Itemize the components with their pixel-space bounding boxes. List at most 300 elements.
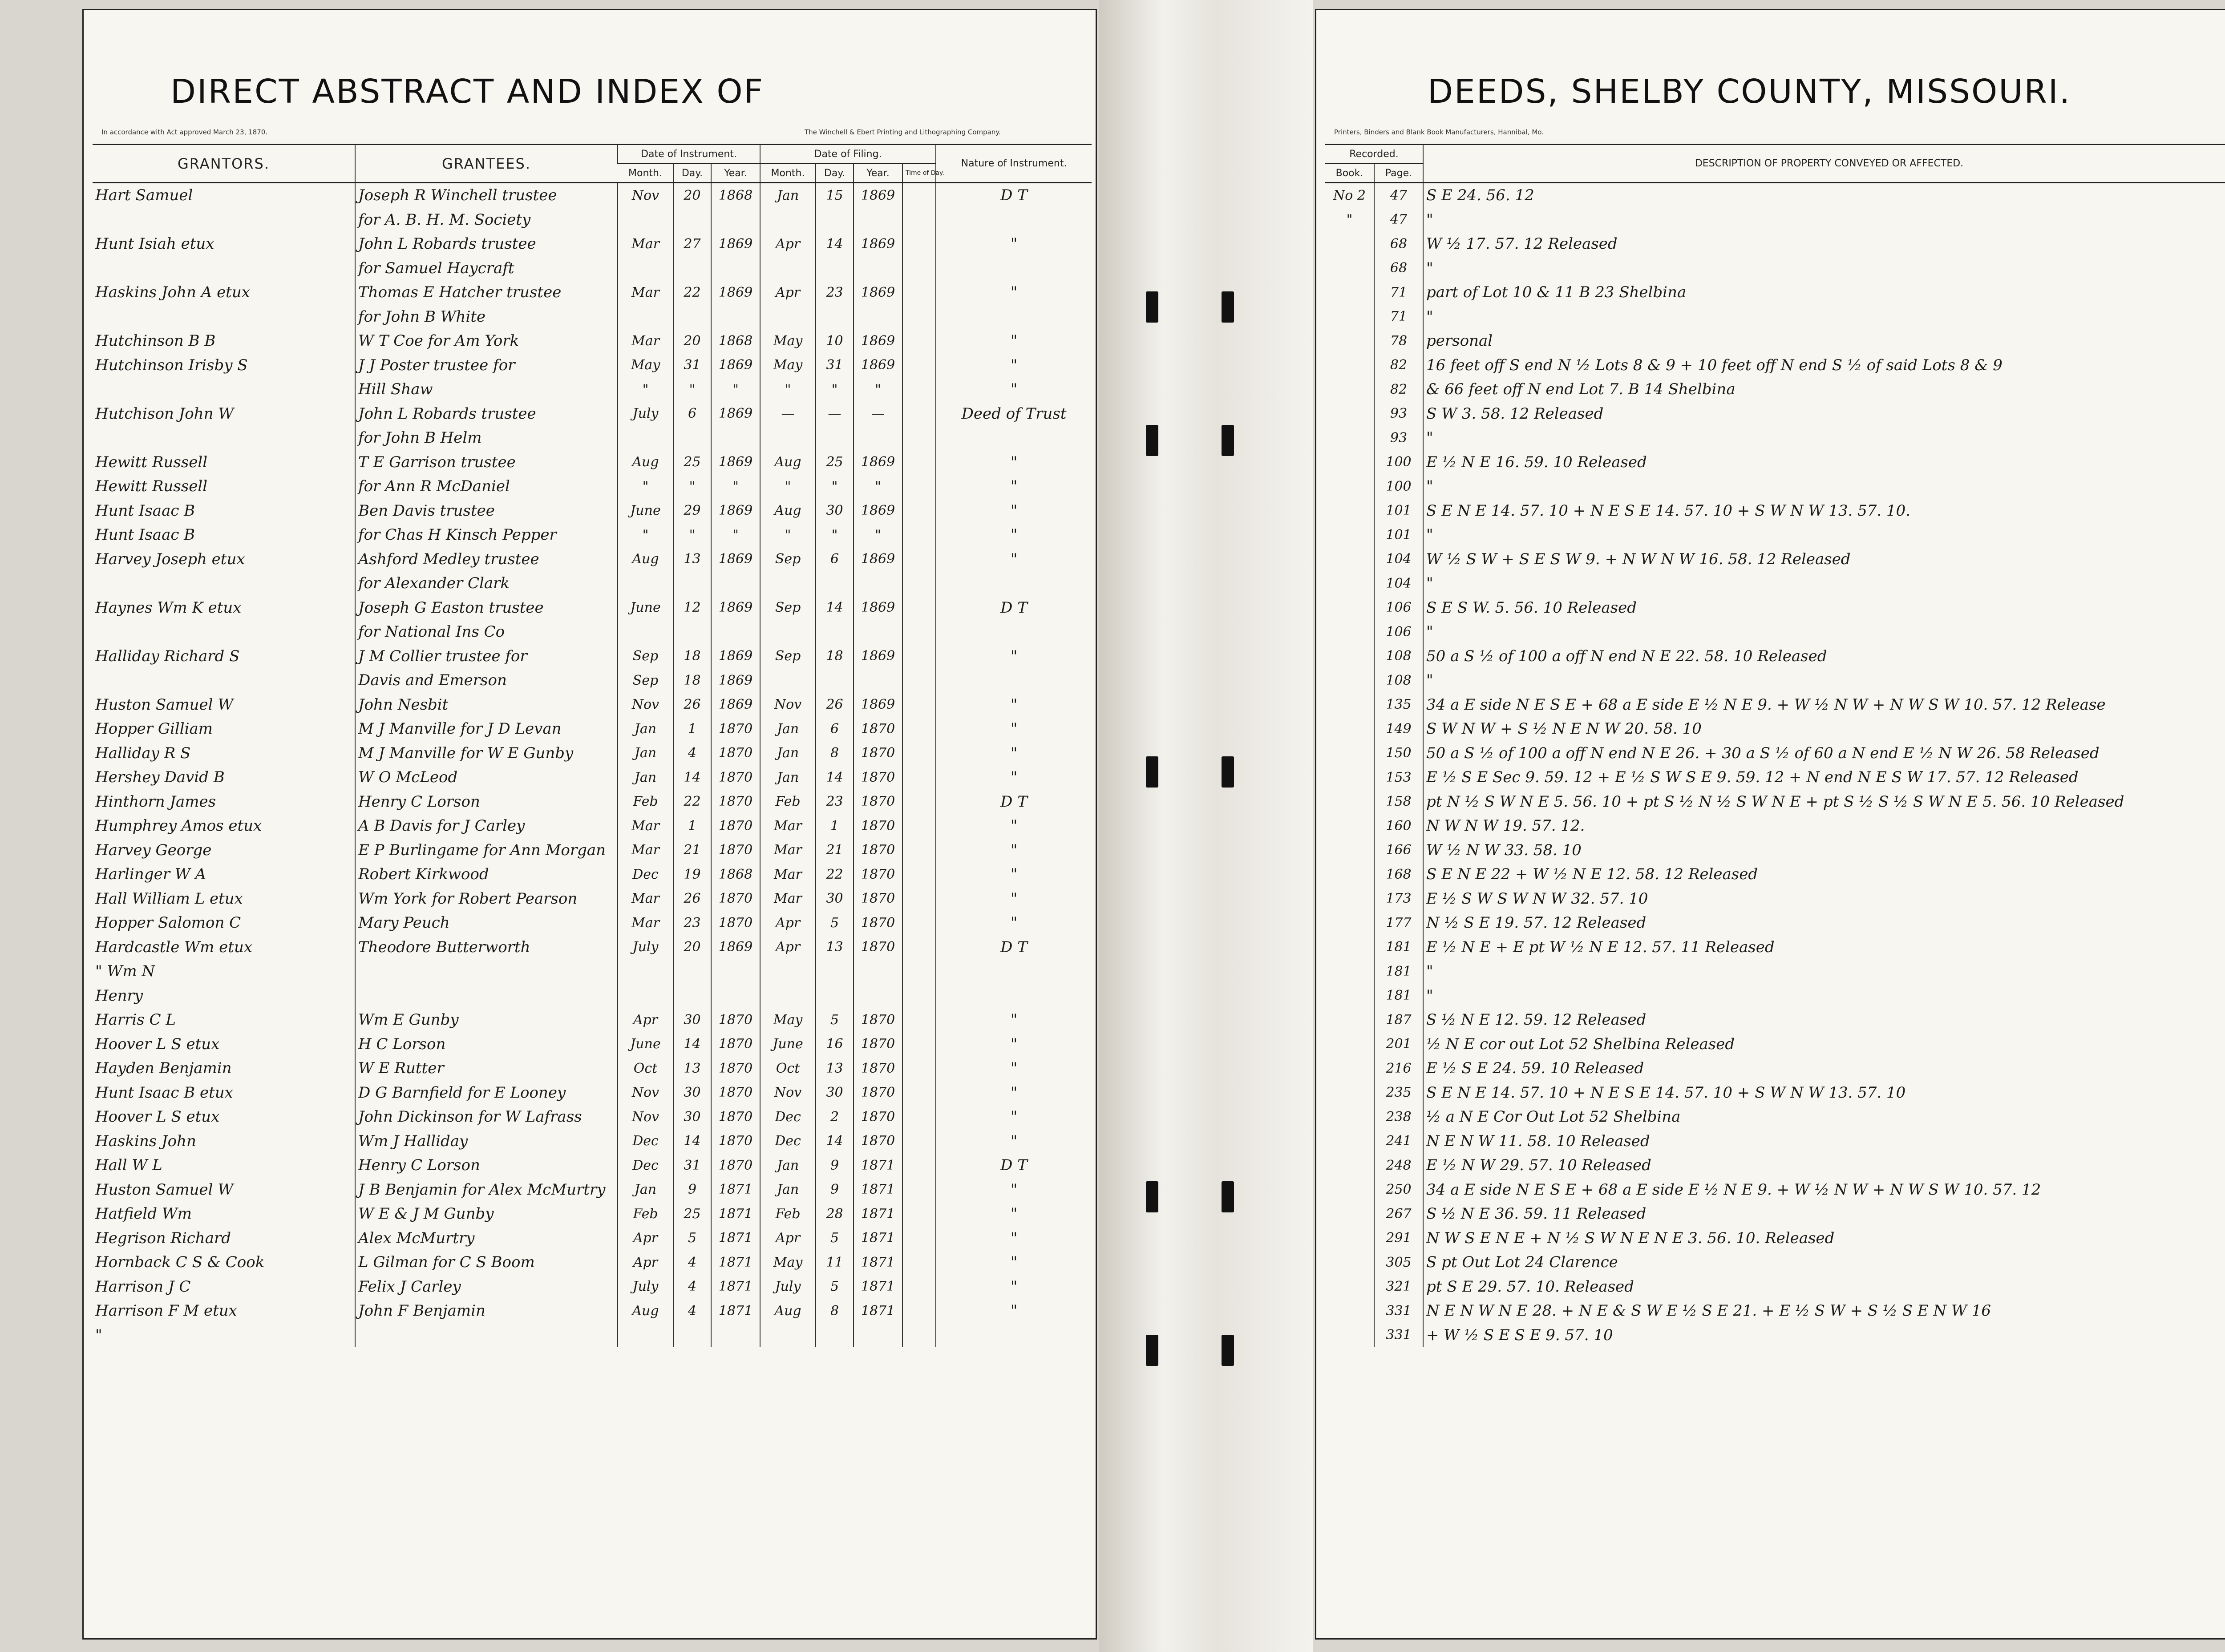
page-cell: 241: [1374, 1129, 1423, 1154]
table-row: [1325, 1323, 2225, 1348]
instrument-day-cell: 20: [673, 935, 711, 960]
instrument-day-cell: [673, 984, 711, 1008]
description-cell: S pt Out Lot 24 Clarence: [1423, 1250, 2225, 1275]
grantor-cell: [93, 208, 355, 232]
book-cell: [1325, 717, 1374, 741]
instrument-month-cell: Feb: [618, 1202, 673, 1226]
filing-month-cell: Nov: [760, 693, 816, 717]
nature-cell: ": [936, 1008, 1092, 1032]
table-row: [93, 717, 1092, 741]
grantor-cell: Haynes Wm K etux: [95, 598, 242, 617]
table-row: [1325, 232, 2225, 256]
filing-month-cell: Oct: [760, 1056, 816, 1081]
printer-note: The Winchell & Ebert Printing and Lithographing Company.: [805, 128, 1001, 136]
page-cell: 235: [1374, 1081, 1423, 1105]
filing-month-cell: May: [760, 329, 816, 353]
description-cell: ": [1423, 523, 2225, 547]
filing-year-cell: 1869: [854, 693, 902, 717]
filing-year-cell: [854, 571, 902, 596]
nature-cell: D T: [936, 935, 1092, 960]
table-row: [93, 862, 1092, 887]
time-of-day-cell: [902, 814, 936, 838]
filing-year-cell: 1870: [854, 1105, 902, 1129]
filing-day-cell: [816, 256, 854, 281]
filing-day-header: Day.: [816, 164, 854, 183]
description-cell: N E N W N E 28. + N E & S W E ½ S E 21. + E ½ S W + S ½ S E N W 16: [1423, 1299, 2225, 1323]
table-row: [93, 838, 1092, 863]
instrument-month-cell: [618, 208, 673, 232]
nature-cell: D T: [936, 183, 1092, 208]
page-cell: 108: [1374, 644, 1423, 669]
table-row: [93, 426, 1092, 450]
nature-cell: [936, 959, 1092, 984]
time-of-day-cell: [902, 208, 936, 232]
grantor-cell: Hunt Isaac B: [95, 526, 195, 544]
table-row: [1325, 1032, 2225, 1057]
time-of-day-cell: [902, 1250, 936, 1275]
table-row: [93, 571, 1092, 596]
instrument-year-cell: 1869: [711, 280, 760, 305]
filing-month-cell: Jan: [760, 183, 816, 208]
description-cell: S ½ N E 12. 59. 12 Released: [1423, 1008, 2225, 1032]
instrument-day-cell: 4: [673, 1250, 711, 1275]
filing-year-cell: 1871: [854, 1153, 902, 1178]
filing-month-cell: [760, 668, 816, 693]
instrument-year-cell: 1869: [711, 402, 760, 426]
filing-year-cell: [854, 984, 902, 1008]
filing-day-cell: [816, 1323, 854, 1348]
time-of-day-cell: [902, 280, 936, 305]
nature-cell: ": [936, 499, 1092, 523]
time-of-day-cell: [902, 1202, 936, 1226]
table-row: [1325, 838, 2225, 863]
grantee-cell: for John B Helm: [355, 426, 618, 450]
right-page-title: DEEDS, SHELBY COUNTY, MISSOURI.: [1428, 73, 2071, 111]
time-of-day-cell: [902, 499, 936, 523]
table-row: [1325, 1299, 2225, 1323]
description-cell: 34 a E side N E S E + 68 a E side E ½ N E 9. + W ½ N W + N W S W 10. 57. 12: [1423, 1178, 2225, 1202]
filing-month-cell: May: [760, 353, 816, 378]
description-cell: N E N W 11. 58. 10 Released: [1423, 1129, 2225, 1154]
grantee-cell: L Gilman for C S Boom: [355, 1250, 618, 1275]
page-cell: 104: [1374, 571, 1423, 596]
table-row: [1325, 377, 2225, 402]
page-cell: 187: [1374, 1008, 1423, 1032]
table-row: [93, 984, 1092, 1008]
nature-cell: ": [936, 814, 1092, 838]
nature-cell: ": [936, 1081, 1092, 1105]
grantor-cell: [93, 668, 355, 693]
table-row: [1325, 668, 2225, 693]
time-of-day-cell: [902, 620, 936, 644]
grantor-cell: Henry: [95, 986, 143, 1005]
page-cell: 106: [1374, 596, 1423, 620]
page-cell: 291: [1374, 1226, 1423, 1251]
description-cell: ": [1423, 208, 2225, 232]
filing-year-cell: 1870: [854, 765, 902, 790]
time-of-day-cell: [902, 450, 936, 475]
instrument-month-cell: Apr: [618, 1250, 673, 1275]
time-of-day-cell: [902, 790, 936, 814]
table-row: [93, 474, 1092, 499]
time-of-day-cell: [902, 402, 936, 426]
filing-month-header: Month.: [760, 164, 816, 183]
description-cell: 50 a S ½ of 100 a off N end N E 22. 58. 10 Released: [1423, 644, 2225, 669]
description-cell: S ½ N E 36. 59. 11 Released: [1423, 1202, 2225, 1226]
description-cell: pt S E 29. 57. 10. Released: [1423, 1275, 2225, 1299]
grantee-cell: D G Barnfield for E Looney: [355, 1081, 618, 1105]
nature-cell: ": [936, 474, 1092, 499]
filing-day-cell: 28: [816, 1202, 854, 1226]
filing-day-cell: ": [816, 474, 854, 499]
book-cell: [1325, 329, 1374, 353]
time-of-day-cell: [902, 717, 936, 741]
filing-day-cell: 26: [816, 693, 854, 717]
instrument-month-cell: July: [618, 1275, 673, 1299]
table-row: [1325, 1105, 2225, 1129]
filing-month-cell: Apr: [760, 232, 816, 256]
grantor-cell: Hatfield Wm: [95, 1205, 192, 1223]
book-cell: [1325, 571, 1374, 596]
nature-cell: Deed of Trust: [936, 402, 1092, 426]
instrument-year-cell: 1870: [711, 790, 760, 814]
instrument-year-cell: 1870: [711, 838, 760, 863]
instrument-month-cell: [618, 959, 673, 984]
time-of-day-cell: [902, 523, 936, 547]
instrument-month-cell: [618, 305, 673, 329]
grantee-cell: W T Coe for Am York: [355, 329, 618, 353]
instrument-day-cell: 9: [673, 1178, 711, 1202]
instrument-day-cell: 31: [673, 1153, 711, 1178]
book-cell: [1325, 1275, 1374, 1299]
nature-cell: ": [936, 1226, 1092, 1251]
instrument-year-cell: [711, 208, 760, 232]
page-cell: 331: [1374, 1299, 1423, 1323]
filing-year-cell: 1869: [854, 329, 902, 353]
table-row: [1325, 1250, 2225, 1275]
table-row: [1325, 402, 2225, 426]
instrument-year-cell: 1870: [711, 887, 760, 911]
nature-cell: ": [936, 1250, 1092, 1275]
table-row: [93, 353, 1092, 378]
filing-year-cell: 1870: [854, 1081, 902, 1105]
instrument-month-cell: Apr: [618, 1226, 673, 1251]
table-row: [93, 256, 1092, 281]
header-row-top: [93, 145, 1092, 164]
grantee-cell: Wm E Gunby: [355, 1008, 618, 1032]
grantor-cell: Hall William L etux: [95, 889, 243, 908]
instrument-day-cell: 18: [673, 668, 711, 693]
grantee-cell: W E Rutter: [355, 1056, 618, 1081]
table-row: [93, 450, 1092, 475]
nature-cell: ": [936, 377, 1092, 402]
filing-day-cell: 8: [816, 741, 854, 766]
instrument-month-cell: [618, 426, 673, 450]
page-cell: 153: [1374, 765, 1423, 790]
filing-day-cell: 14: [816, 232, 854, 256]
table-row: [93, 959, 1092, 984]
page-cell: 78: [1374, 329, 1423, 353]
filing-year-cell: 1870: [854, 717, 902, 741]
grantor-cell: Hall W L: [95, 1156, 162, 1175]
nature-cell: ": [936, 1105, 1092, 1129]
book-cell: [1325, 1178, 1374, 1202]
table-row: [93, 644, 1092, 669]
grantee-cell: Felix J Carley: [355, 1275, 618, 1299]
table-row: [1325, 1129, 2225, 1154]
grantee-cell: for Alexander Clark: [355, 571, 618, 596]
filing-month-cell: Jan: [760, 717, 816, 741]
instrument-day-cell: 31: [673, 353, 711, 378]
instrument-year-cell: 1871: [711, 1178, 760, 1202]
grantors-header: GRANTORS.: [93, 145, 355, 183]
nature-cell: ": [936, 765, 1092, 790]
instrument-day-cell: 4: [673, 741, 711, 766]
book-cell: [1325, 1081, 1374, 1105]
grantee-cell: Joseph G Easton trustee: [355, 596, 618, 620]
description-cell: pt N ½ S W N E 5. 56. 10 + pt S ½ N ½ S W N E + pt S ½ S ½ S W N E 5. 56. 10 Released: [1423, 790, 2225, 814]
table-row: [1325, 814, 2225, 838]
nature-cell: ": [936, 1129, 1092, 1154]
grantor-cell: Hornback C S & Cook: [95, 1253, 265, 1272]
instrument-year-cell: [711, 959, 760, 984]
filing-day-cell: 16: [816, 1032, 854, 1057]
filing-month-cell: Mar: [760, 838, 816, 863]
filing-year-cell: [854, 208, 902, 232]
grantor-cell: Hunt Isaac B: [95, 501, 195, 520]
table-row: [1325, 523, 2225, 547]
filing-day-cell: 1: [816, 814, 854, 838]
binding-hole: [1222, 1181, 1234, 1212]
grantor-cell: Hinthorn James: [95, 792, 216, 811]
instrument-day-cell: 19: [673, 862, 711, 887]
nature-cell: ": [936, 644, 1092, 669]
instrument-day-cell: 26: [673, 887, 711, 911]
grantor-cell: Harrison J C: [95, 1277, 191, 1296]
filing-month-cell: Sep: [760, 644, 816, 669]
instrument-year-cell: 1870: [711, 1008, 760, 1032]
book-cell: [1325, 596, 1374, 620]
filing-day-cell: 30: [816, 499, 854, 523]
grantor-rows: [93, 183, 1092, 1348]
instrument-month-cell: Dec: [618, 862, 673, 887]
description-cell: 50 a S ½ of 100 a off N end N E 26. + 30 a S ½ of 60 a N end E ½ N W 26. 58 Released: [1423, 741, 2225, 766]
filing-month-cell: Dec: [760, 1129, 816, 1154]
table-row: [1325, 790, 2225, 814]
table-row: [93, 620, 1092, 644]
page-cell: 101: [1374, 523, 1423, 547]
book-cell: [1325, 838, 1374, 863]
description-cell: ": [1423, 668, 2225, 693]
book-cell: [1325, 305, 1374, 329]
instrument-year-cell: [711, 571, 760, 596]
grantee-cell: John Dickinson for W Lafrass: [355, 1105, 618, 1129]
filing-month-cell: Apr: [760, 935, 816, 960]
grantor-cell: " Wm N: [95, 962, 155, 981]
filing-month-cell: Sep: [760, 596, 816, 620]
recorded-header: Recorded.: [1325, 145, 1423, 164]
description-cell: ": [1423, 256, 2225, 281]
table-row: [1325, 256, 2225, 281]
filing-month-cell: Jan: [760, 765, 816, 790]
instrument-month-cell: June: [618, 1032, 673, 1057]
description-cell: & 66 feet off N end Lot 7. B 14 Shelbina: [1423, 377, 2225, 402]
filing-day-cell: 18: [816, 644, 854, 669]
filing-day-cell: 9: [816, 1178, 854, 1202]
description-cell: 16 feet off S end N ½ Lots 8 & 9 + 10 feet off N end S ½ of said Lots 8 & 9: [1423, 353, 2225, 378]
time-of-day-cell: [902, 1178, 936, 1202]
instrument-month-cell: Nov: [618, 1105, 673, 1129]
table-row: [1325, 499, 2225, 523]
grantee-cell: J B Benjamin for Alex McMurtry: [355, 1178, 618, 1202]
book-cell: [1325, 426, 1374, 450]
page-cell: 93: [1374, 402, 1423, 426]
grantor-cell: Humphrey Amos etux: [95, 817, 262, 835]
date-of-filing-header: Date of Filing.: [760, 145, 936, 164]
filing-day-cell: [816, 571, 854, 596]
instrument-month-cell: ": [618, 523, 673, 547]
description-cell: ½ N E cor out Lot 52 Shelbina Released: [1423, 1032, 2225, 1057]
filing-month-cell: [760, 256, 816, 281]
grantor-cell: Hoover L S etux: [95, 1035, 220, 1053]
page-cell: 100: [1374, 450, 1423, 475]
instrument-month-cell: Aug: [618, 547, 673, 572]
time-of-day-cell: [902, 547, 936, 572]
filing-month-cell: May: [760, 1250, 816, 1275]
filing-day-cell: 30: [816, 887, 854, 911]
instrument-year-cell: 1869: [711, 232, 760, 256]
filing-month-cell: [760, 305, 816, 329]
instrument-day-cell: 27: [673, 232, 711, 256]
nature-cell: [936, 620, 1092, 644]
description-cell: S E N E 14. 57. 10 + N E S E 14. 57. 10 + S W N W 13. 57. 10: [1423, 1081, 2225, 1105]
nature-cell: ": [936, 1178, 1092, 1202]
grantor-cell: Huston Samuel W: [95, 695, 234, 714]
table-row: [93, 547, 1092, 572]
book-cell: [1325, 1323, 1374, 1348]
filing-year-cell: 1870: [854, 862, 902, 887]
table-row: [1325, 596, 2225, 620]
time-of-day-cell: [902, 1105, 936, 1129]
book-cell: [1325, 402, 1374, 426]
time-of-day-cell: [902, 911, 936, 935]
nature-cell: ": [936, 717, 1092, 741]
filing-year-cell: 1871: [854, 1250, 902, 1275]
property-description-table: [1325, 144, 2225, 1347]
nature-cell: ": [936, 353, 1092, 378]
time-of-day-cell: [902, 1153, 936, 1178]
instrument-year-cell: 1870: [711, 814, 760, 838]
page-cell: 181: [1374, 959, 1423, 984]
instrument-month-cell: Aug: [618, 450, 673, 475]
filing-month-cell: Mar: [760, 862, 816, 887]
grantee-cell: for Chas H Kinsch Pepper: [355, 523, 618, 547]
book-cell: [1325, 911, 1374, 935]
filing-year-cell: 1869: [854, 547, 902, 572]
time-of-day-cell: [902, 571, 936, 596]
table-row: [1325, 959, 2225, 984]
instrument-month-cell: Nov: [618, 183, 673, 208]
book-cell: [1325, 523, 1374, 547]
description-header: DESCRIPTION OF PROPERTY CONVEYED OR AFFECTED.: [1423, 145, 2225, 183]
grantor-cell: Hutchison John W: [95, 404, 234, 423]
filing-year-cell: 1869: [854, 450, 902, 475]
grantee-cell: Robert Kirkwood: [355, 862, 618, 887]
filing-day-cell: 14: [816, 765, 854, 790]
filing-month-cell: June: [760, 1032, 816, 1057]
instrument-month-cell: Jan: [618, 765, 673, 790]
filing-month-cell: [760, 426, 816, 450]
table-row: [1325, 1008, 2225, 1032]
instrument-year-cell: 1870: [711, 911, 760, 935]
filing-year-cell: 1871: [854, 1178, 902, 1202]
binder-note: Printers, Binders and Blank Book Manufacturers, Hannibal, Mo.: [1334, 128, 1544, 136]
instrument-day-cell: [673, 620, 711, 644]
filing-month-cell: ": [760, 377, 816, 402]
instrument-month-cell: Mar: [618, 232, 673, 256]
nature-cell: [936, 984, 1092, 1008]
page-cell: 108: [1374, 668, 1423, 693]
filing-month-cell: Aug: [760, 450, 816, 475]
page-cell: 238: [1374, 1105, 1423, 1129]
description-cell: S W N W + S ½ N E N W 20. 58. 10: [1423, 717, 2225, 741]
filing-month-cell: —: [760, 402, 816, 426]
filing-year-cell: 1870: [854, 838, 902, 863]
instrument-year-cell: 1868: [711, 183, 760, 208]
instrument-month-cell: June: [618, 499, 673, 523]
book-cell: [1325, 1153, 1374, 1178]
table-row: [93, 1299, 1092, 1323]
book-cell: [1325, 353, 1374, 378]
time-of-day-cell: [902, 183, 936, 208]
table-row: [93, 1226, 1092, 1251]
time-of-day-cell: [902, 474, 936, 499]
filing-day-cell: [816, 305, 854, 329]
filing-day-cell: 10: [816, 329, 854, 353]
book-cell: [1325, 741, 1374, 766]
filing-day-cell: 30: [816, 1081, 854, 1105]
page-cell: 250: [1374, 1178, 1423, 1202]
filing-day-cell: [816, 984, 854, 1008]
time-of-day-cell: [902, 887, 936, 911]
filing-year-header: Year.: [854, 164, 902, 183]
grantor-cell: Hart Samuel: [95, 186, 193, 205]
table-row: [1325, 1081, 2225, 1105]
page-cell: 101: [1374, 499, 1423, 523]
filing-year-cell: 1869: [854, 644, 902, 669]
book-cell: [1325, 620, 1374, 644]
page-cell: 177: [1374, 911, 1423, 935]
instrument-year-cell: ": [711, 474, 760, 499]
book-cell: [1325, 765, 1374, 790]
book-cell: [1325, 935, 1374, 960]
instrument-day-cell: [673, 959, 711, 984]
instrument-day-cell: [673, 208, 711, 232]
instrument-year-cell: 1871: [711, 1226, 760, 1251]
time-of-day-cell: [902, 1056, 936, 1081]
filing-year-cell: 1870: [854, 935, 902, 960]
instrument-month-header: Month.: [618, 164, 673, 183]
table-row: [93, 790, 1092, 814]
description-cell: ": [1423, 571, 2225, 596]
date-of-instrument-header: Date of Instrument.: [618, 145, 760, 164]
filing-month-cell: Dec: [760, 1105, 816, 1129]
filing-day-cell: 23: [816, 280, 854, 305]
instrument-year-cell: 1869: [711, 499, 760, 523]
filing-year-cell: 1870: [854, 814, 902, 838]
filing-year-cell: ": [854, 377, 902, 402]
book-cell: [1325, 450, 1374, 475]
